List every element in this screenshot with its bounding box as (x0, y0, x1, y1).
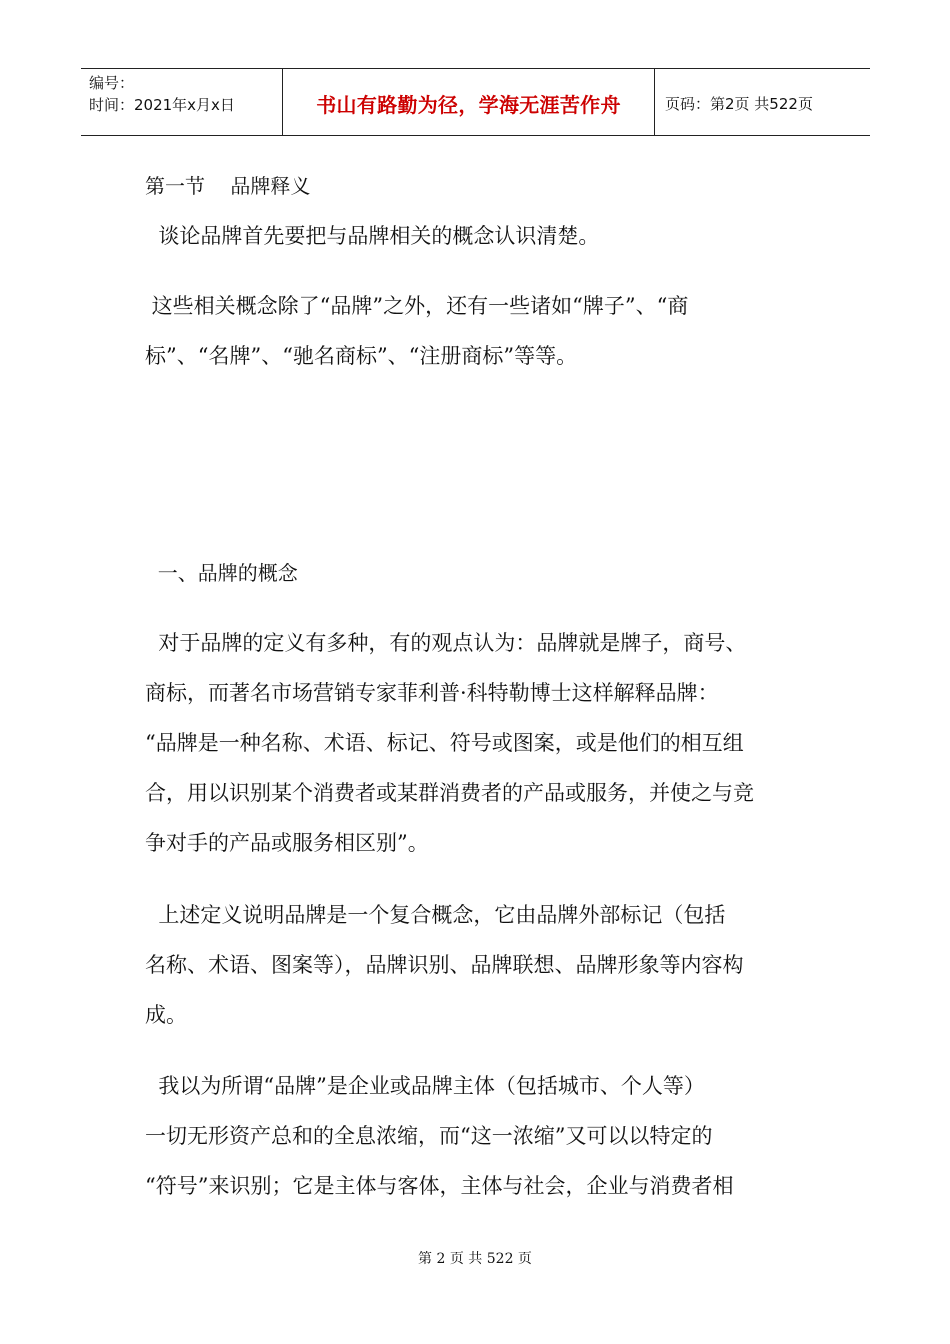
section-title: 第一节 品牌释义 (145, 174, 311, 198)
paragraph-line: “符号”来识别；它是主体与客体，主体与社会，企业与消费者相 (145, 1174, 734, 1198)
header-meta (81, 69, 282, 135)
paragraph-line: 上述定义说明品牌是一个复合概念，它由品牌外部标记（包括 (145, 903, 726, 927)
page-info-text: 页码：第2页 共522页 (665, 94, 813, 113)
time-label: 时间：2021年x月x日 (89, 96, 235, 114)
paragraph-line: 谈论品牌首先要把与品牌相关的概念认识清楚。 (145, 224, 600, 248)
paragraph-line: “品牌是一种名称、术语、标记、符号或图案，或是他们的相互组 (145, 731, 744, 755)
document-header (81, 68, 870, 136)
paragraph-line: 一切无形资产总和的全息浓缩，而“这一浓缩”又可以以特定的 (145, 1124, 713, 1148)
paragraph-line: 名称、术语、图案等），品牌识别、品牌联想、品牌形象等内容构 (145, 953, 744, 977)
header-page-info (655, 69, 870, 135)
paragraph-line: 我以为所谓“品牌”是企业或品牌主体（包括城市、个人等） (145, 1074, 705, 1098)
paragraph-line: 这些相关概念除了“品牌”之外，还有一些诸如“牌子”、“商 (145, 294, 689, 318)
number-label: 编号： (89, 74, 135, 92)
subsection-heading: 一、品牌的概念 (145, 561, 298, 585)
header-motto-cell (282, 69, 655, 135)
motto-text: 书山有路勤为径，学海无涯苦作舟 (316, 92, 621, 117)
paragraph-line: 成。 (145, 1003, 187, 1027)
paragraph-line: 标”、“名牌”、“驰名商标”、“注册商标”等等。 (145, 344, 578, 368)
page-footer: 第 2 页 共 522 页 (418, 1251, 532, 1267)
paragraph-line: 对于品牌的定义有多种，有的观点认为：品牌就是牌子，商号、 (145, 631, 747, 655)
paragraph-line: 合，用以识别某个消费者或某群消费者的产品或服务，并使之与竞 (145, 781, 754, 805)
paragraph-line: 商标，而著名市场营销专家菲利普·科特勒博士这样解释品牌： (145, 681, 719, 705)
paragraph-line: 争对手的产品或服务相区别”。 (145, 831, 429, 855)
